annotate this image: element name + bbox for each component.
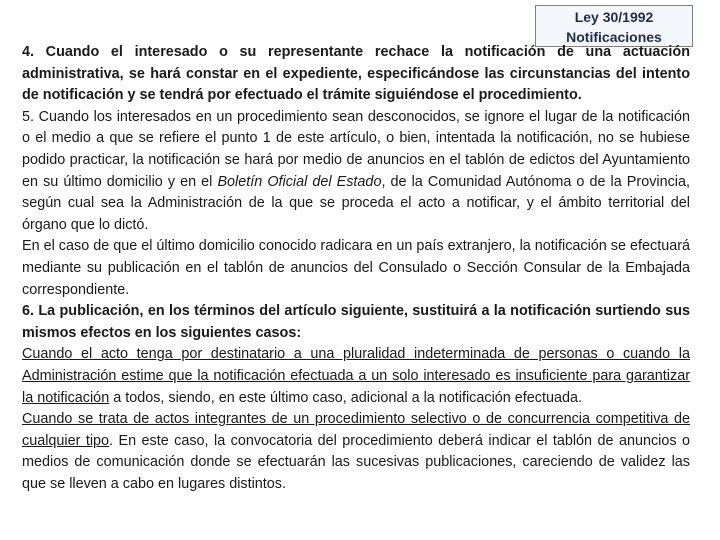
paragraph-4 — [22, 42, 690, 107]
law-reference-badge — [535, 5, 693, 47]
case-b-underlined: Cuando se trata de actos integrantes de un procedimiento selectivo o de concurrencia competitiva de cualquier tipo — [22, 411, 690, 449]
paragraph-5-text-end: , de la Comunidad Autónoma o de la Provincia, según cual sea la Administración de la que se proceda el acto a notificar, y el ámbito territorial del órgano que lo dictó. — [22, 173, 690, 233]
paragraph-5b-text: En el caso de que el último domicilio conocido radicara en un país extranjero, la notificación se efectuará mediante su publicación en el tablón de anuncios del Consulado o Sección Consular de la Embajada correspondiente. — [22, 238, 690, 298]
case-a-underlined: Cuando el acto tenga por destinatario a una pluralidad indeterminada de personas o cuando la Administración estime que la notificación efectuada a un solo interesado es insuficiente para garantizar la notificación — [22, 346, 690, 406]
badge-topic: Notificaciones — [566, 29, 662, 45]
badge-law-title: Ley 30/1992 — [574, 9, 654, 25]
boletin-oficial-reference: Boletín Oficial del Estado — [217, 173, 382, 190]
paragraph-4-text: 4. Cuando el interesado o su representante rechace la notificación de una actuación administrativa, se hará constar en el expediente, especificándose las circunstancias del intento de notificación y se tendrá por efectuado el trámite siguiéndose el procedimiento. — [22, 44, 690, 104]
publication-case-selective — [22, 409, 690, 495]
paragraph-6 — [22, 301, 690, 344]
paragraph-5 — [22, 107, 690, 237]
paragraph-5-text-start: 5. Cuando los interesados en un procedimiento sean desconocidos, se ignore el lugar de la notificación o el medio a que se refiere el punto 1 de este artículo, o bien, intentada la notificación, no se hubiese podido practicar, la notificación se hará por medio de anuncios en el tablón de edictos del Ayuntamiento en su último domicilio y en el — [22, 108, 690, 190]
paragraph-6-text: 6. La publicación, en los términos del artículo siguiente, sustituirá a la notificación surtiendo sus mismos efectos en los siguientes casos: — [22, 303, 690, 341]
case-b-text: . En este caso, la convocatoria del procedimiento deberá indicar el tablón de anuncios o medios de comunicación donde se efectuarán las sucesivas publicaciones, careciendo de validez las que se lleven a cabo en lugares distintos. — [22, 432, 690, 492]
case-a-text: a todos, siendo, en este último caso, adicional a la notificación efectuada. — [109, 389, 582, 406]
paragraph-5-foreign-domicile — [22, 236, 690, 301]
document-body — [22, 42, 690, 495]
publication-case-plurality — [22, 344, 690, 409]
